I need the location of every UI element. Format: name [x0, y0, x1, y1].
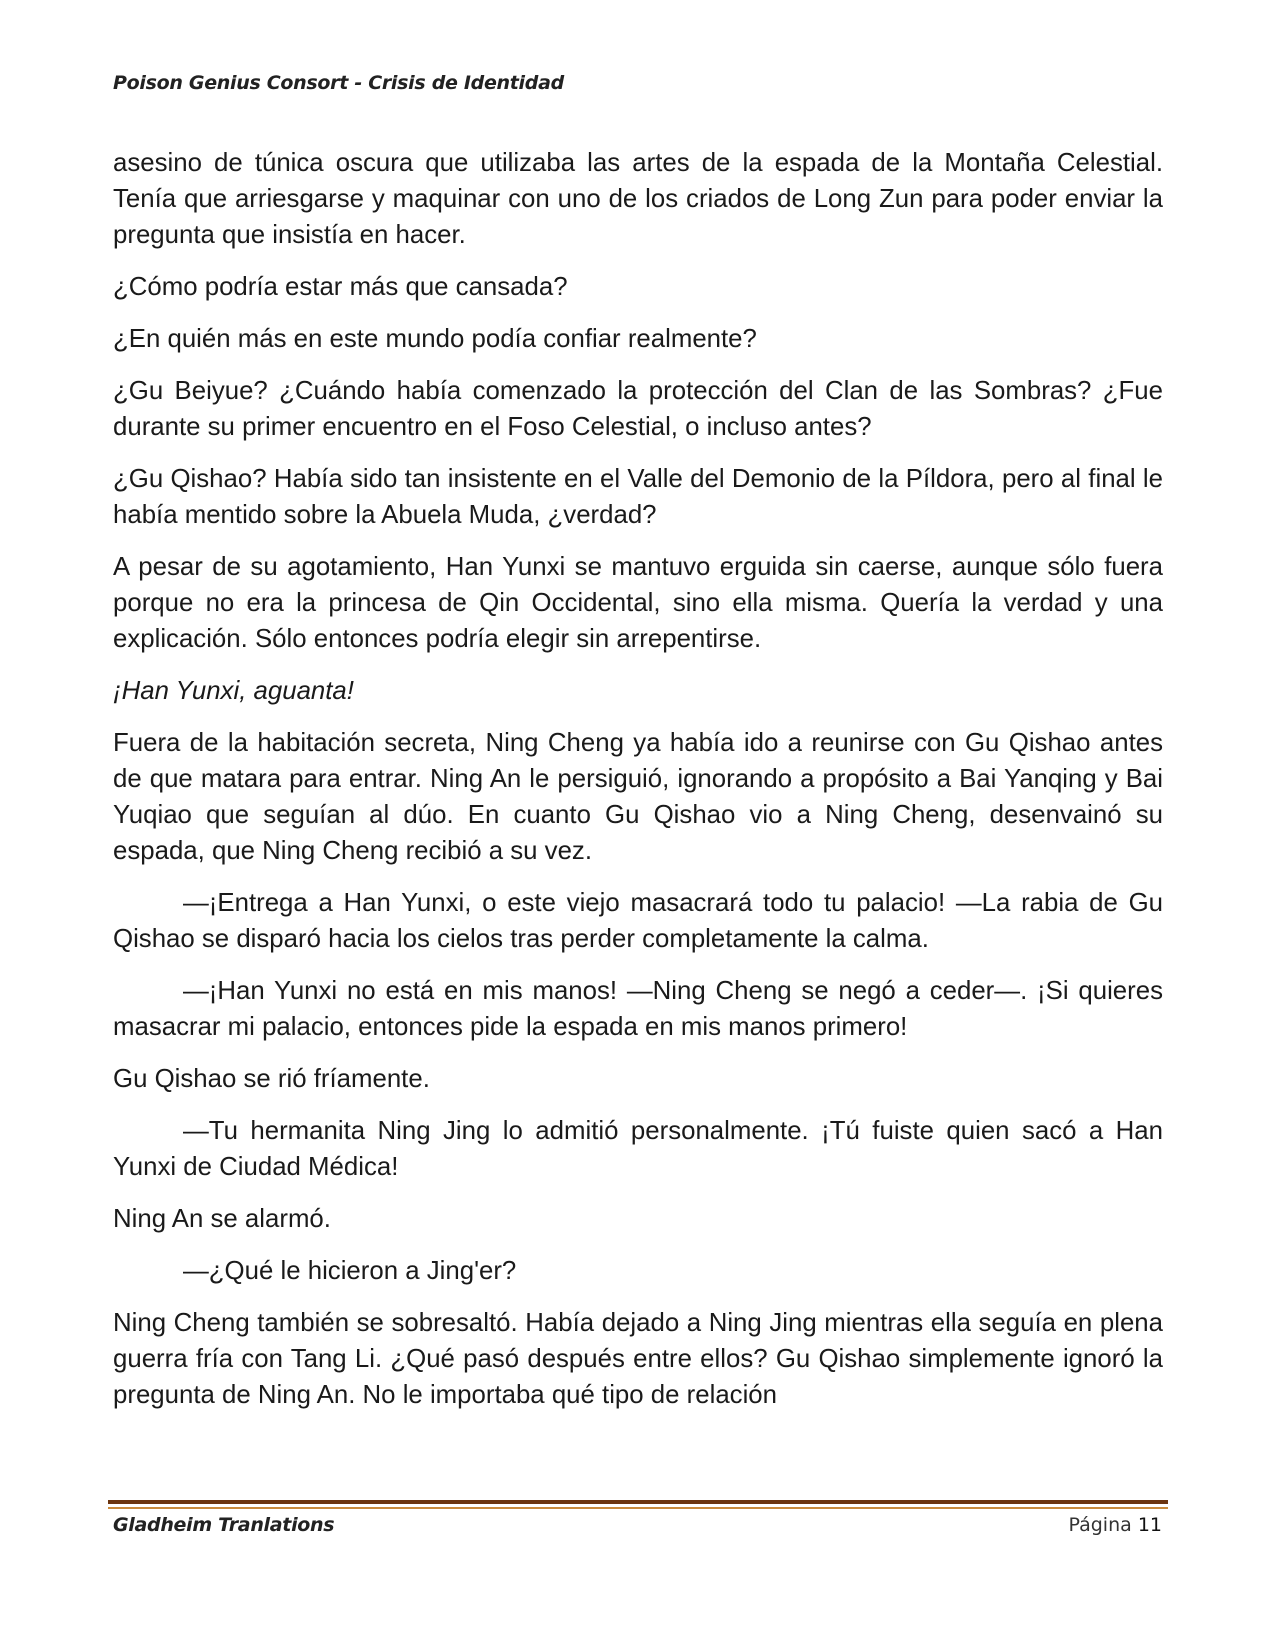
paragraph: asesino de túnica oscura que utilizaba las artes de la espada de la Montaña Celestial. Tenía que arriesgarse y maquinar con uno de los criados de Long Zun para poder enviar la pregunta que insistía en hacer. [113, 149, 1163, 249]
document-body [113, 145, 1163, 1429]
footer-divider [108, 1500, 1168, 1504]
paragraph: ¿Cómo podría estar más que cansada? [113, 273, 568, 301]
page-header-title: Poison Genius Consort - Crisis de Identidad [113, 72, 564, 94]
paragraph: ¿Gu Beiyue? ¿Cuándo había comenzado la protección del Clan de las Sombras? ¿Fue durante su primer encuentro en el Foso Celestial, o incluso antes? [113, 377, 1163, 441]
footer-credit: Gladheim Tranlations [113, 1514, 335, 1536]
paragraph: Gu Qishao se rió fríamente. [113, 1065, 430, 1093]
paragraph: Ning Cheng también se sobresaltó. Había dejado a Ning Jing mientras ella seguía en plena guerra fría con Tang Li. ¿Qué pasó después entre ellos? Gu Qishao simplemente ignoró la pregunta de Ning An. No le importaba qué tipo de relación [113, 1309, 1163, 1409]
dialogue-paragraph: —¡Han Yunxi no está en mis manos! —Ning Cheng se negó a ceder—. ¡Si quieres masacrar mi palacio, entonces pide la espada en mis manos primero! [113, 977, 1163, 1041]
paragraph: Ning An se alarmó. [113, 1205, 331, 1233]
dialogue-paragraph: —Tu hermanita Ning Jing lo admitió personalmente. ¡Tú fuiste quien sacó a Han Yunxi de Ciudad Médica! [113, 1117, 1163, 1181]
dialogue-paragraph: —¿Qué le hicieron a Jing'er? [183, 1257, 517, 1285]
italic-paragraph: ¡Han Yunxi, aguanta! [113, 677, 354, 705]
paragraph: ¿En quién más en este mundo podía confiar realmente? [113, 325, 757, 353]
paragraph: Fuera de la habitación secreta, Ning Cheng ya había ido a reunirse con Gu Qishao antes de que matara para entrar. Ning An le persiguió, ignorando a propósito a Bai Yanqing y Bai Yuqiao que seguían al dúo. En cuanto Gu Qishao vio a Ning Cheng, desenvainó su espada, que Ning Cheng recibió a su vez. [113, 729, 1163, 865]
footer-divider-accent [108, 1507, 1168, 1509]
page-number: 11 [1137, 1514, 1162, 1536]
dialogue-paragraph: —¡Entrega a Han Yunxi, o este viejo masacrará todo tu palacio! —La rabia de Gu Qishao se disparó hacia los cielos tras perder completamente la calma. [113, 889, 1163, 953]
paragraph: A pesar de su agotamiento, Han Yunxi se mantuvo erguida sin caerse, aunque sólo fuera porque no era la princesa de Qin Occidental, sino ella misma. Quería la verdad y una explicación. Sólo entonces podría elegir sin arrepentirse. [113, 553, 1163, 653]
paragraph: ¿Gu Qishao? Había sido tan insistente en el Valle del Demonio de la Píldora, pero al final le había mentido sobre la Abuela Muda, ¿verdad? [113, 465, 1163, 529]
page-label: Página [1068, 1514, 1132, 1536]
footer-page-indicator [1068, 1514, 1162, 1536]
